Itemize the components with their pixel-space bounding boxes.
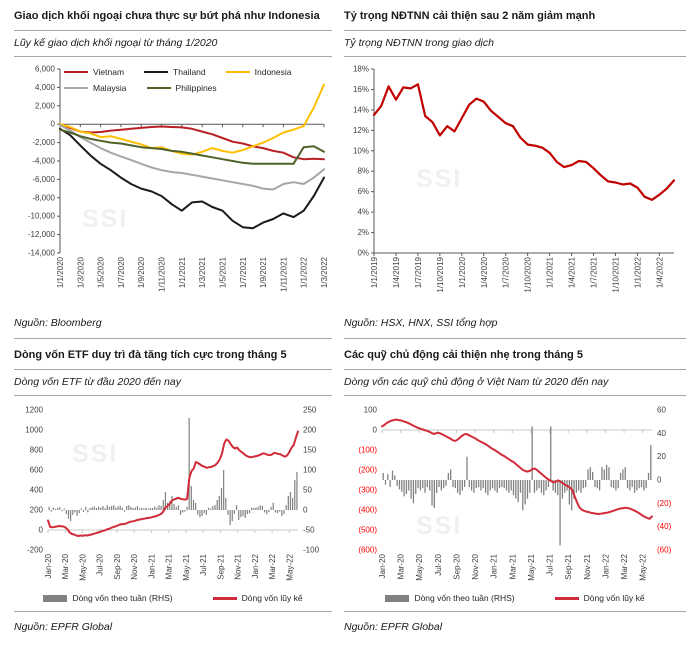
chart-legend — [14, 593, 332, 603]
svg-text:Sep-20: Sep-20 — [112, 554, 122, 581]
svg-text:1/7/2020: 1/7/2020 — [116, 257, 126, 289]
ssi-watermark: SSI — [416, 512, 463, 541]
svg-text:1/10/2021: 1/10/2021 — [611, 257, 621, 293]
svg-text:800: 800 — [29, 445, 43, 455]
svg-text:1/5/2021: 1/5/2021 — [218, 257, 228, 289]
svg-text:(40): (40) — [657, 522, 672, 532]
legend-bar-swatch-weekly-flows — [385, 595, 409, 602]
svg-text:4%: 4% — [357, 207, 369, 217]
ssi-watermark: SSI — [72, 440, 119, 469]
svg-text:2,000: 2,000 — [34, 101, 55, 111]
legend-line-swatch-malaysia — [64, 87, 88, 90]
svg-text:1/1/2021: 1/1/2021 — [545, 257, 555, 289]
legend-line-swatch-thailand — [144, 71, 168, 74]
svg-text:1/1/2021: 1/1/2021 — [177, 257, 187, 289]
legend-row — [64, 83, 292, 93]
foreign-flows-chart-area — [14, 65, 332, 309]
svg-text:-6,000: -6,000 — [32, 175, 55, 185]
panel-foreign-net-flows — [14, 4, 332, 339]
svg-text:Jan-21: Jan-21 — [489, 554, 499, 579]
legend-item-philippines — [147, 83, 217, 93]
svg-text:2%: 2% — [357, 228, 369, 238]
svg-text:(100): (100) — [358, 445, 377, 455]
svg-text:1/1/2022: 1/1/2022 — [633, 257, 643, 289]
svg-text:-100: -100 — [303, 545, 320, 555]
svg-text:Sep-21: Sep-21 — [216, 554, 226, 581]
svg-text:Mar-22: Mar-22 — [268, 554, 278, 580]
svg-text:-4,000: -4,000 — [32, 156, 55, 166]
svg-text:1000: 1000 — [25, 425, 43, 435]
svg-text:Jul-20: Jul-20 — [433, 554, 443, 577]
svg-text:Mar-22: Mar-22 — [620, 554, 630, 580]
legend-label-weekly-flows: Dòng vốn theo tuần (RHS) — [72, 593, 173, 604]
panel-source: Nguồn: Bloomberg — [14, 311, 332, 339]
svg-text:Jul-21: Jul-21 — [545, 554, 555, 577]
svg-text:Mar-20: Mar-20 — [61, 554, 71, 580]
svg-text:1/4/2020: 1/4/2020 — [479, 257, 489, 289]
foreign-ratio-chart-area — [344, 65, 686, 309]
svg-text:12%: 12% — [352, 126, 369, 136]
svg-text:1/9/2021: 1/9/2021 — [259, 257, 269, 289]
svg-text:1/3/2022: 1/3/2022 — [320, 257, 329, 289]
svg-text:(20): (20) — [657, 499, 672, 509]
svg-text:0: 0 — [657, 475, 662, 485]
svg-text:Jan-20: Jan-20 — [44, 554, 53, 579]
ssi-watermark: SSI — [82, 205, 129, 234]
legend-item-cumulative-flows — [555, 593, 645, 603]
svg-text:1/4/2022: 1/4/2022 — [655, 257, 665, 289]
svg-text:Jul-21: Jul-21 — [199, 554, 209, 577]
svg-text:0%: 0% — [357, 248, 369, 258]
svg-text:0: 0 — [372, 425, 377, 435]
svg-text:Nov-21: Nov-21 — [582, 554, 592, 581]
svg-text:(400): (400) — [358, 505, 377, 515]
svg-text:1/3/2021: 1/3/2021 — [198, 257, 208, 289]
svg-text:1/5/2020: 1/5/2020 — [96, 257, 106, 289]
legend-item-cumulative-flows — [213, 593, 303, 603]
svg-text:Jan-22: Jan-22 — [601, 554, 611, 579]
svg-text:1/11/2021: 1/11/2021 — [279, 257, 289, 293]
svg-text:May-20: May-20 — [415, 554, 425, 582]
etf-flows-bar-line-chart — [14, 404, 330, 590]
panel-subtitle: Dòng vốn các quỹ chủ động ở Việt Nam từ 2020 đến nay — [344, 370, 686, 396]
panel-source: Nguồn: EPFR Global — [14, 611, 332, 639]
svg-text:150: 150 — [303, 445, 317, 455]
svg-text:1/10/2020: 1/10/2020 — [523, 257, 533, 293]
panel-subtitle: Dòng vốn ETF từ đầu 2020 đến nay — [14, 370, 332, 396]
svg-text:1/4/2019: 1/4/2019 — [391, 257, 401, 289]
svg-text:(500): (500) — [358, 525, 377, 535]
legend-label-cumulative-flows: Dòng vốn lũy kế — [241, 593, 303, 604]
svg-text:Jul-20: Jul-20 — [95, 554, 105, 577]
panel-subtitle: Tỷ trọng NĐTNN trong giao dịch — [344, 31, 686, 57]
legend-label-malaysia: Malaysia — [93, 83, 127, 94]
legend-label-cumulative-flows: Dòng vốn lũy kế — [583, 593, 645, 604]
svg-text:Mar-20: Mar-20 — [396, 554, 406, 580]
panel-title: Tỷ trọng NĐTNN cải thiện sau 2 năm giảm mạnh — [344, 4, 686, 31]
svg-text:Mar-21: Mar-21 — [164, 554, 174, 580]
chart-legend — [64, 67, 292, 99]
panel-etf-flows — [14, 343, 332, 639]
svg-text:1/1/2020: 1/1/2020 — [56, 257, 65, 289]
svg-text:Nov-20: Nov-20 — [471, 554, 481, 581]
panel-title: Giao dịch khối ngoại chưa thực sự bứt phá như Indonesia — [14, 4, 332, 31]
legend-item-weekly-flows — [385, 593, 514, 603]
svg-text:60: 60 — [657, 405, 666, 415]
svg-text:1/3/2020: 1/3/2020 — [76, 257, 86, 289]
svg-text:0: 0 — [38, 525, 43, 535]
svg-text:0: 0 — [303, 505, 308, 515]
svg-text:250: 250 — [303, 405, 317, 415]
svg-text:400: 400 — [29, 485, 43, 495]
svg-text:1/1/2022: 1/1/2022 — [299, 257, 309, 289]
legend-line-swatch-vietnam — [64, 71, 88, 74]
svg-text:-12,000: -12,000 — [27, 230, 55, 240]
svg-text:1/4/2021: 1/4/2021 — [567, 257, 577, 289]
svg-text:1/1/2019: 1/1/2019 — [370, 257, 379, 289]
svg-text:40: 40 — [657, 429, 666, 439]
svg-text:1/7/2021: 1/7/2021 — [238, 257, 248, 289]
active-funds-bar-line-chart — [344, 404, 686, 590]
svg-text:8%: 8% — [357, 166, 369, 176]
svg-text:16%: 16% — [352, 85, 369, 95]
svg-text:18%: 18% — [352, 65, 369, 74]
svg-text:14%: 14% — [352, 105, 369, 115]
svg-text:0: 0 — [50, 119, 55, 129]
panel-active-funds-flows — [344, 343, 686, 639]
svg-text:Sep-20: Sep-20 — [452, 554, 462, 581]
svg-text:1/10/2019: 1/10/2019 — [435, 257, 445, 293]
svg-text:1/7/2021: 1/7/2021 — [589, 257, 599, 289]
foreign-ratio-line-chart — [344, 65, 686, 309]
legend-label-weekly-flows: Dòng vốn theo tuần (RHS) — [414, 593, 515, 604]
legend-item-indonesia — [226, 67, 292, 77]
panel-title: Dòng vốn ETF duy trì đà tăng tích cực trong tháng 5 — [14, 343, 332, 370]
svg-text:1/1/2020: 1/1/2020 — [457, 257, 467, 289]
svg-text:6%: 6% — [357, 187, 369, 197]
svg-text:1/11/2020: 1/11/2020 — [157, 257, 167, 293]
ssi-watermark: SSI — [416, 165, 463, 194]
foreign-net-flows-line-chart — [14, 65, 330, 309]
svg-text:10%: 10% — [352, 146, 369, 156]
svg-text:Jan-20: Jan-20 — [378, 554, 387, 579]
legend-item-malaysia — [64, 83, 127, 93]
panel-source: Nguồn: EPFR Global — [344, 611, 686, 639]
svg-text:Sep-21: Sep-21 — [564, 554, 574, 581]
svg-text:(60): (60) — [657, 545, 672, 555]
svg-text:Nov-20: Nov-20 — [130, 554, 140, 581]
legend-line-swatch-cumulative-flows — [213, 597, 237, 600]
legend-line-swatch-indonesia — [226, 71, 250, 74]
legend-label-thailand: Thailand — [173, 67, 206, 78]
svg-text:(300): (300) — [358, 485, 377, 495]
svg-text:20: 20 — [657, 452, 666, 462]
chart-legend — [344, 593, 686, 603]
svg-text:Jan-22: Jan-22 — [250, 554, 260, 579]
legend-bar-swatch-weekly-flows — [43, 595, 67, 602]
legend-item-weekly-flows — [43, 593, 172, 603]
legend-line-swatch-philippines — [147, 87, 171, 90]
svg-text:6,000: 6,000 — [34, 65, 55, 74]
legend-label-vietnam: Vietnam — [93, 67, 125, 78]
svg-text:May-22: May-22 — [285, 554, 295, 582]
svg-text:-50: -50 — [303, 525, 315, 535]
svg-text:1200: 1200 — [25, 405, 43, 415]
legend-item-thailand — [144, 67, 206, 77]
svg-text:(600): (600) — [358, 545, 377, 555]
svg-text:Jan-21: Jan-21 — [147, 554, 157, 579]
svg-text:200: 200 — [303, 425, 317, 435]
legend-label-philippines: Philippines — [175, 83, 217, 94]
active-funds-chart-area — [344, 404, 686, 590]
svg-text:(200): (200) — [358, 465, 377, 475]
svg-text:4,000: 4,000 — [34, 83, 55, 93]
svg-text:-10,000: -10,000 — [27, 211, 55, 221]
svg-text:1/7/2019: 1/7/2019 — [413, 257, 423, 289]
legend-label-indonesia: Indonesia — [254, 67, 292, 78]
svg-text:600: 600 — [29, 465, 43, 475]
svg-text:-14,000: -14,000 — [27, 248, 55, 258]
svg-text:May-22: May-22 — [638, 554, 648, 582]
panel-foreign-ownership-ratio — [344, 4, 686, 339]
legend-item-vietnam — [64, 67, 124, 77]
svg-text:-8,000: -8,000 — [32, 193, 55, 203]
svg-text:200: 200 — [29, 505, 43, 515]
legend-row — [64, 67, 292, 77]
etf-flows-chart-area — [14, 404, 332, 590]
svg-text:100: 100 — [303, 465, 317, 475]
panel-source: Nguồn: HSX, HNX, SSI tổng hợp — [344, 311, 686, 339]
svg-text:1/9/2020: 1/9/2020 — [137, 257, 147, 289]
svg-text:50: 50 — [303, 485, 312, 495]
svg-text:Nov-21: Nov-21 — [233, 554, 243, 581]
svg-text:1/7/2020: 1/7/2020 — [501, 257, 511, 289]
svg-text:-200: -200 — [26, 545, 43, 555]
svg-text:May-21: May-21 — [181, 554, 191, 582]
svg-text:May-20: May-20 — [78, 554, 88, 582]
panel-title: Các quỹ chủ động cải thiện nhẹ trong tháng 5 — [344, 343, 686, 370]
svg-text:May-21: May-21 — [526, 554, 536, 582]
panel-subtitle: Lũy kế giao dịch khối ngoại từ tháng 1/2020 — [14, 31, 332, 57]
svg-text:Mar-21: Mar-21 — [508, 554, 518, 580]
svg-text:-2,000: -2,000 — [32, 138, 55, 148]
legend-line-swatch-cumulative-flows — [555, 597, 579, 600]
svg-text:100: 100 — [363, 405, 377, 415]
